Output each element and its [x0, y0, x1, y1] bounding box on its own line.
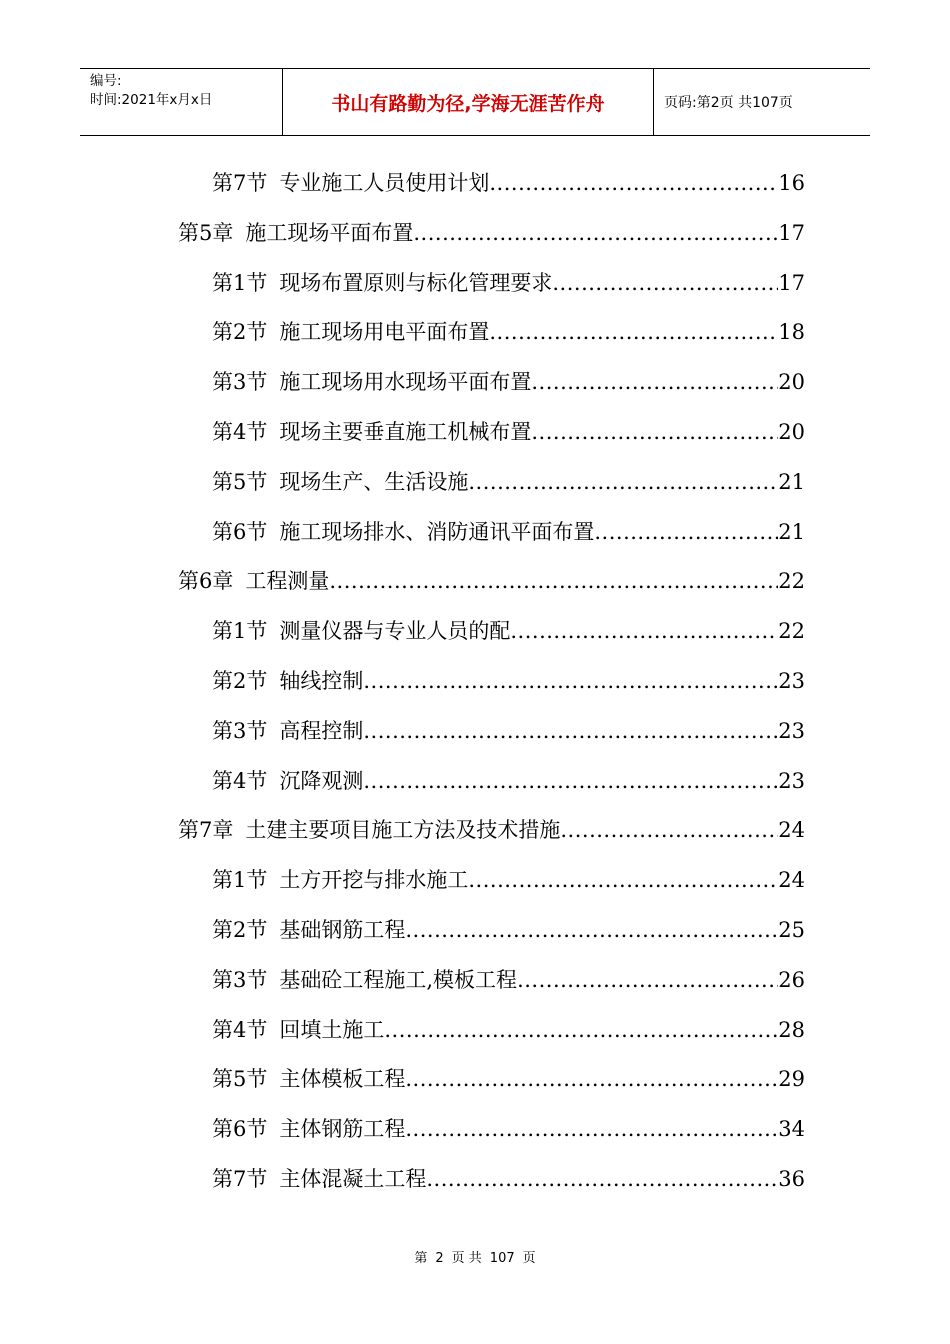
toc-entry-title: 现场布置原则与标化管理要求	[279, 270, 553, 295]
toc-entry-section[interactable]	[212, 715, 805, 751]
toc-entry-title: 施工现场用电平面布置	[279, 320, 490, 345]
toc-entry-chapter[interactable]	[178, 217, 805, 253]
toc-entry-title: 测量仪器与专业人员的配	[279, 619, 511, 644]
toc-entry-number: 第3节	[212, 718, 268, 743]
toc-entry-section[interactable]	[212, 1163, 805, 1199]
toc-entry-number: 第7节	[212, 1167, 268, 1191]
toc-entry-page: 21	[778, 469, 805, 494]
toc-dot-leader	[426, 1167, 778, 1191]
header-number-label: 编号:	[90, 73, 122, 89]
toc-entry-title: 基础钢筋工程	[279, 918, 406, 942]
toc-entry-section[interactable]	[212, 864, 805, 900]
footer-mid: 页 共	[451, 1251, 482, 1266]
toc-entry-section[interactable]	[212, 167, 805, 203]
toc-entry-number: 第1节	[212, 868, 268, 893]
toc-dot-leader	[363, 669, 778, 693]
toc-entry-number: 第2节	[212, 669, 268, 693]
toc-entry-number: 第4节	[212, 768, 268, 793]
toc-entry-number: 第6节	[212, 1117, 268, 1142]
toc-dot-leader	[510, 619, 778, 643]
toc-dot-leader	[363, 719, 778, 743]
toc-dot-leader	[405, 1117, 778, 1141]
toc-entry-number: 第5节	[212, 469, 268, 494]
toc-entry-number: 第2节	[212, 320, 268, 345]
toc-entry-number: 第7节	[212, 171, 268, 195]
toc-entry-page: 34	[778, 1117, 805, 1142]
toc-dot-leader	[468, 868, 778, 892]
toc-entry-section[interactable]	[212, 914, 805, 950]
toc-entry-number: 第4节	[212, 420, 268, 444]
toc-entry-title: 主体钢筋工程	[279, 1117, 406, 1142]
toc-entry-title: 专业施工人员使用计划	[279, 171, 490, 195]
toc-entry-number: 第2节	[212, 918, 268, 942]
toc-entry-page: 28	[778, 1017, 805, 1042]
toc-entry-page: 18	[778, 320, 805, 345]
toc-entry-title: 轴线控制	[279, 669, 364, 693]
toc-entry-section[interactable]	[212, 466, 805, 502]
toc-entry-title: 施工现场用水现场平面布置	[279, 370, 532, 395]
toc-entry-title: 沉降观测	[279, 768, 364, 793]
toc-entry-section[interactable]	[212, 665, 805, 701]
toc-entry-number: 第5节	[212, 1067, 268, 1092]
toc-entry-section[interactable]	[212, 416, 805, 452]
toc-entry-section[interactable]	[212, 765, 805, 801]
footer-current-page: 2	[435, 1251, 444, 1266]
page-header	[80, 68, 870, 136]
toc-entry-title: 土方开挖与排水施工	[279, 868, 469, 893]
toc-entry-number: 第4节	[212, 1017, 268, 1042]
toc-entry-number: 第5章	[178, 220, 234, 245]
footer-prefix: 第	[414, 1251, 428, 1266]
toc-entry-page: 24	[778, 818, 805, 843]
toc-entry-page: 25	[778, 918, 805, 942]
toc-entry-section[interactable]	[212, 1113, 805, 1149]
toc-entry-number: 第1节	[212, 270, 268, 295]
toc-entry-number: 第1节	[212, 619, 268, 644]
toc-entry-page: 24	[778, 868, 805, 893]
toc-entry-title: 基础砼工程施工,模板工程	[279, 967, 518, 992]
header-page-info: 页码:第2页 共107页	[664, 95, 793, 111]
toc-entry-section[interactable]	[212, 267, 805, 303]
toc-entry-page: 21	[778, 519, 805, 544]
toc-dot-leader	[405, 918, 778, 942]
toc-entry-number: 第7章	[178, 818, 234, 843]
toc-dot-leader	[489, 320, 778, 344]
toc-entry-title: 施工现场排水、消防通讯平面布置	[279, 519, 595, 544]
toc-entry-page: 23	[778, 669, 805, 693]
header-time-label: 时间:2021年x月x日	[90, 92, 213, 108]
toc-dot-leader	[384, 1018, 778, 1042]
toc-entry-page: 16	[778, 171, 805, 195]
toc-dot-leader	[594, 520, 778, 544]
toc-entry-chapter[interactable]	[178, 565, 805, 601]
toc-dot-leader	[363, 769, 778, 793]
toc-entry-page: 22	[778, 569, 805, 594]
toc-entry-chapter[interactable]	[178, 814, 805, 850]
toc-entry-title: 现场主要垂直施工机械布置	[279, 420, 532, 444]
header-motto: 书山有路勤为径,学海无涯苦作舟	[282, 69, 654, 135]
toc-dot-leader	[489, 171, 778, 195]
toc-entry-page: 17	[778, 220, 805, 245]
toc-entry-title: 主体模板工程	[279, 1067, 406, 1092]
toc-entry-page: 22	[778, 619, 805, 644]
toc-dot-leader	[531, 370, 778, 394]
toc-entry-title: 土建主要项目施工方法及技术措施	[245, 818, 561, 843]
toc-dot-leader	[517, 968, 778, 992]
toc-entry-page: 20	[778, 370, 805, 395]
toc-entry-page: 29	[778, 1067, 805, 1092]
toc-dot-leader	[329, 569, 778, 593]
toc-dot-leader	[405, 1067, 778, 1091]
toc-entry-title: 高程控制	[279, 718, 364, 743]
toc-entry-page: 17	[778, 270, 805, 295]
toc-entry-number: 第3节	[212, 370, 268, 395]
toc-entry-title: 回填土施工	[279, 1017, 385, 1042]
toc-entry-number: 第6节	[212, 519, 268, 544]
toc-dot-leader	[531, 420, 778, 444]
toc-dot-leader	[552, 271, 778, 295]
toc-entry-section[interactable]	[212, 316, 805, 352]
toc-entry-section[interactable]	[212, 1063, 805, 1099]
page-footer	[0, 1247, 950, 1266]
toc-entry-title: 主体混凝土工程	[279, 1167, 427, 1191]
toc-entry-title: 工程测量	[245, 569, 330, 594]
toc-entry-page: 26	[778, 967, 805, 992]
toc-entry-page: 20	[778, 420, 805, 444]
toc-entry-title: 施工现场平面布置	[245, 220, 414, 245]
toc-entry-section[interactable]	[212, 516, 805, 552]
toc-dot-leader	[468, 470, 778, 494]
footer-suffix: 页	[522, 1251, 536, 1266]
header-meta	[80, 69, 282, 135]
toc-entry-section[interactable]	[212, 964, 805, 1000]
toc-entry-page: 23	[778, 768, 805, 793]
footer-total-pages: 107	[489, 1251, 515, 1266]
toc-entry-section[interactable]	[212, 1014, 805, 1050]
toc-entry-number: 第3节	[212, 967, 268, 992]
toc-entry-section[interactable]	[212, 366, 805, 402]
toc-entry-number: 第6章	[178, 569, 234, 594]
toc-dot-leader	[560, 818, 778, 842]
toc-entry-title: 现场生产、生活设施	[279, 469, 469, 494]
toc-entry-page: 23	[778, 718, 805, 743]
toc-entry-page: 36	[778, 1167, 805, 1191]
toc-dot-leader	[413, 221, 778, 245]
toc-entry-section[interactable]	[212, 615, 805, 651]
